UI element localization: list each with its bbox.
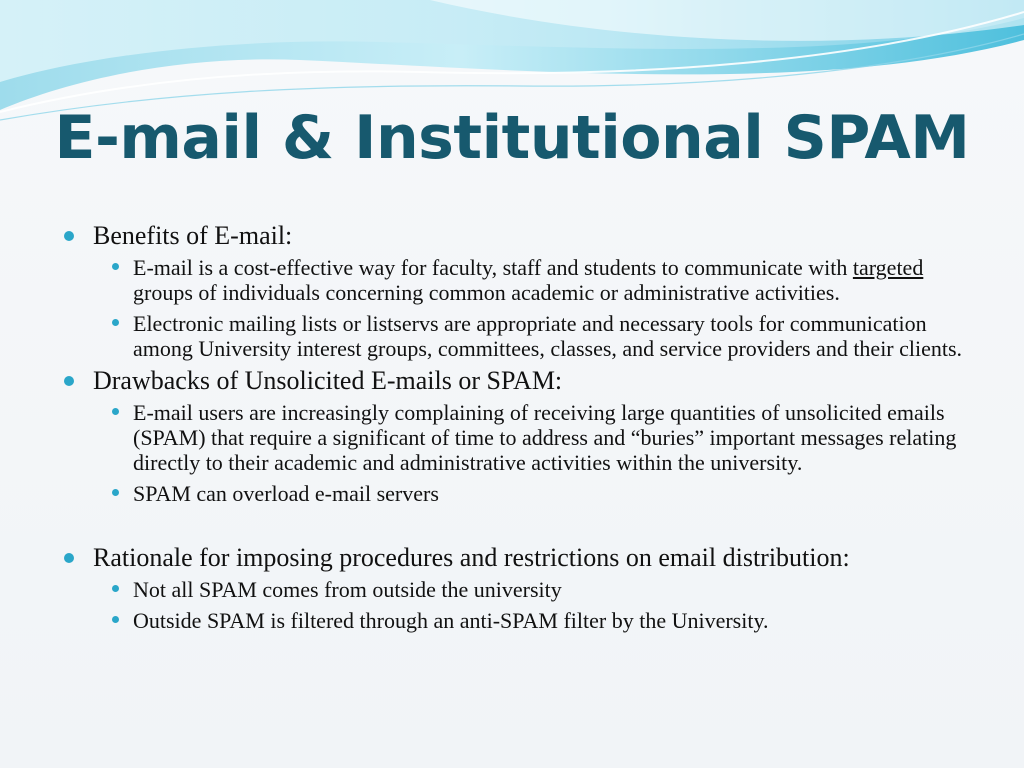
bullet-icon — [64, 231, 74, 241]
section-heading-drawbacks — [60, 367, 980, 394]
bullet-icon — [112, 263, 119, 270]
list-item-text-before: E-mail is a cost-effective way for faculty, staff and students to communicate with — [133, 255, 853, 280]
bullet-icon — [112, 408, 119, 415]
section-heading-text: Drawbacks of Unsolicited E-mails or SPAM: — [93, 366, 563, 395]
bullet-icon — [112, 616, 119, 623]
list-item-text: E-mail users are increasingly complaining of receiving large quantities of unsolicited emails (SPAM) that require a significant of time to address and “buries” important messages relating directly to their academic and administrative activities within the university. — [133, 400, 957, 475]
bullet-icon — [64, 553, 74, 563]
underlined-word: targeted — [852, 255, 924, 280]
list-item-cost-effective — [60, 255, 980, 305]
list-item-overload — [60, 481, 980, 506]
list-item-not-all-spam — [60, 577, 980, 602]
bullet-icon — [112, 319, 119, 326]
section-heading-text: Rationale for imposing procedures and restrictions on email distribution: — [93, 543, 850, 572]
slide-title: E-mail & Institutional SPAM — [54, 103, 970, 173]
list-item-filtered — [60, 608, 980, 633]
bullet-icon — [64, 376, 74, 386]
list-item-complaints — [60, 400, 980, 475]
bullet-icon — [112, 585, 119, 592]
list-item-text: Outside SPAM is filtered through an anti-SPAM filter by the University. — [133, 608, 769, 633]
section-heading-benefits — [60, 222, 980, 249]
list-item-mailing-lists — [60, 311, 980, 361]
list-item-text: Electronic mailing lists or listservs are appropriate and necessary tools for communication among University interest groups, committees, classes, and service providers and their clients. — [133, 311, 963, 361]
slide-body — [60, 222, 980, 633]
bullet-icon — [112, 489, 119, 496]
section-heading-text: Benefits of E-mail: — [93, 221, 293, 250]
list-item-text: SPAM can overload e-mail servers — [133, 481, 439, 506]
list-item-text: Not all SPAM comes from outside the university — [133, 577, 562, 602]
section-heading-rationale — [60, 544, 980, 571]
list-item-text-after: groups of individuals concerning common academic or administrative activities. — [133, 280, 840, 305]
